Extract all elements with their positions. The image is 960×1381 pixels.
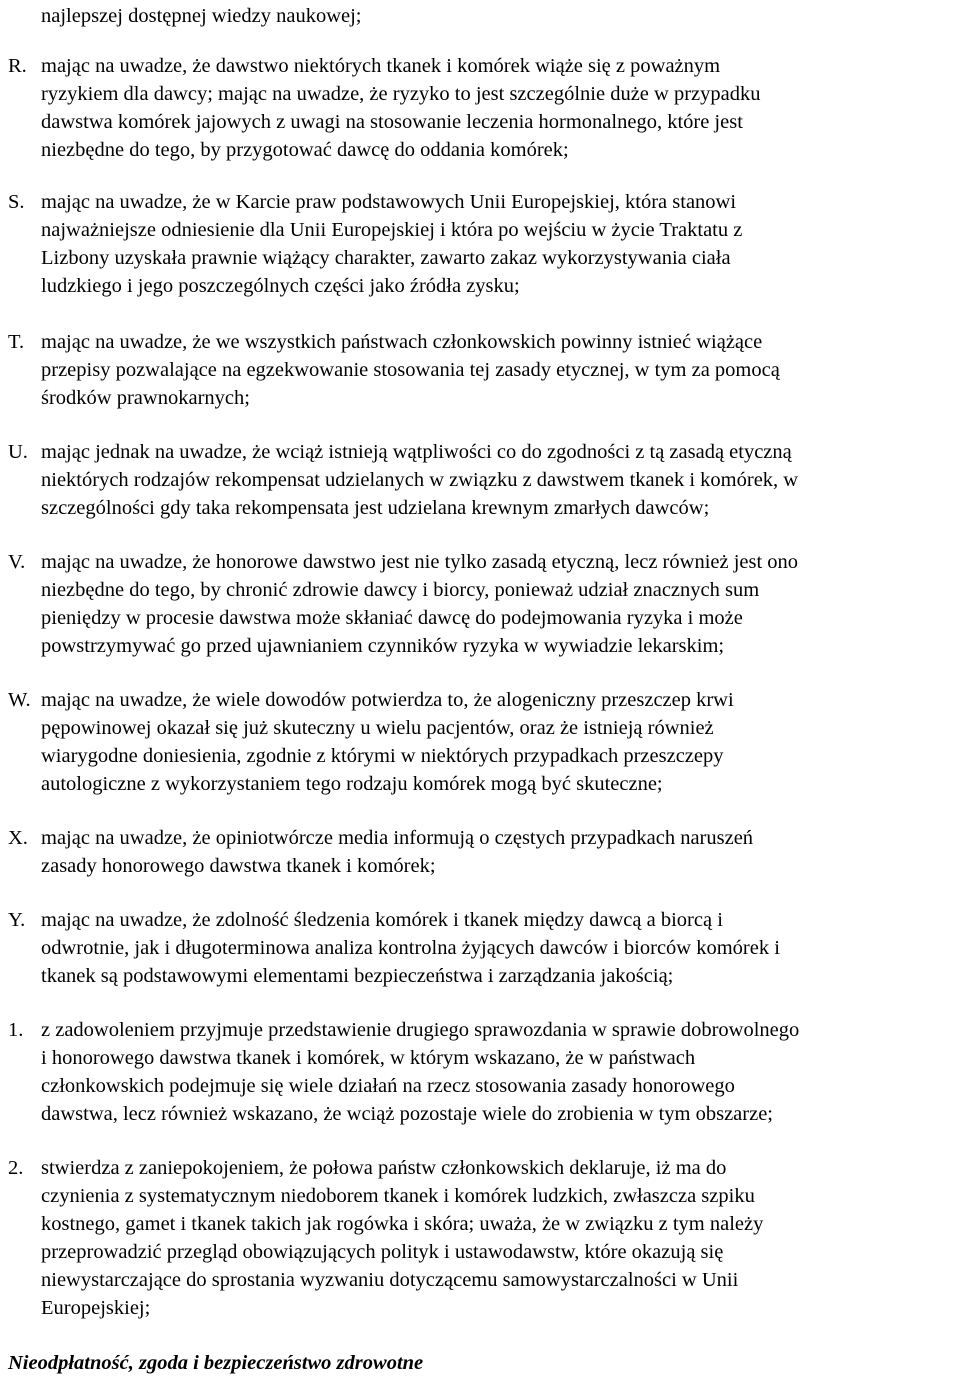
paragraph-text <box>41 52 959 164</box>
paragraph-line: przeprowadzić przegląd obowiązujących polityk i ustawodawstw, które okazują się <box>41 1241 724 1263</box>
paragraph-line: mając jednak na uwadze, że wciąż istnieją wątpliwości co do zgodności z tą zasadą etyczną <box>41 441 792 463</box>
paragraph-item <box>0 686 960 798</box>
paragraph-marker: X. <box>8 827 28 849</box>
paragraph-line: Lizbony uzyskała prawnie wiążący charakter, zawarto zakaz wykorzystywania ciała <box>41 247 731 269</box>
paragraph-marker: Y. <box>8 909 26 931</box>
section-heading: Nieodpłatność, zgoda i bezpieczeństwo zdrowotne <box>8 1352 424 1374</box>
paragraph-text <box>41 438 959 522</box>
paragraph-marker: S. <box>8 191 25 213</box>
paragraph-line: niezbędne do tego, by przygotować dawcę do oddania komórek; <box>41 139 569 161</box>
paragraph-line: szczególności gdy taka rekompensata jest udzielana krewnym zmarłych dawców; <box>41 497 710 519</box>
paragraph-line: ryzykiem dla dawcy; mając na uwadze, że ryzyko to jest szczególnie duże w przypadku <box>41 83 761 105</box>
paragraph-marker: 2. <box>8 1157 24 1179</box>
paragraph-line: ludzkiego i jego poszczególnych części jako źródła zysku; <box>41 275 520 297</box>
paragraph-marker: R. <box>8 55 27 77</box>
paragraph-text <box>41 1016 959 1128</box>
paragraph-line: dawstwa komórek jajowych z uwagi na stosowanie leczenia hormonalnego, które jest <box>41 111 743 133</box>
paragraph-text <box>41 188 959 300</box>
paragraph-line: powstrzymywać go przed ujawnianiem czynników ryzyka w wywiadzie lekarskim; <box>41 635 725 657</box>
paragraph-line: czynienia z systematycznym niedoborem tkanek i komórek ludzkich, zwłaszcza szpiku <box>41 1185 755 1207</box>
paragraph-marker: V. <box>8 551 26 573</box>
paragraph-line: autologiczne z wykorzystaniem tego rodzaju komórek mogą być skuteczne; <box>41 773 663 795</box>
paragraph-text <box>41 906 959 990</box>
paragraph-line: członkowskich podejmuje się wiele działań na rzecz stosowania zasady honorowego <box>41 1075 735 1097</box>
paragraph-line: mając na uwadze, że w Karcie praw podstawowych Unii Europejskiej, która stanowi <box>41 191 737 213</box>
paragraph-marker: T. <box>8 331 25 353</box>
paragraph-item <box>0 1154 960 1322</box>
paragraph-marker: 1. <box>8 1019 24 1041</box>
paragraph-line: mając na uwadze, że zdolność śledzenia komórek i tkanek między dawcą a biorcą i <box>41 909 723 931</box>
paragraph-item <box>0 52 960 164</box>
paragraph-line: Europejskiej; <box>41 1297 151 1319</box>
paragraph-line: pępowinowej okazał się już skuteczny u wielu pacjentów, oraz że istnieją również <box>41 717 714 739</box>
paragraph-line: wiarygodne doniesienia, zgodnie z którymi w niektórych przypadkach przeszczepy <box>41 745 724 767</box>
paragraph-line: niektórych rodzajów rekompensat udzielanych w związku z dawstwem tkanek i komórek, w <box>41 469 799 491</box>
paragraph-line: pieniędzy w procesie dawstwa może skłaniać dawcę do podejmowania ryzyka i może <box>41 607 743 629</box>
paragraph-item <box>0 824 960 880</box>
paragraph-line: zasady honorowego dawstwa tkanek i komórek; <box>41 855 436 877</box>
paragraph-item <box>0 438 960 522</box>
paragraph-line: mając na uwadze, że honorowe dawstwo jest nie tylko zasadą etyczną, lecz również jest ono <box>41 551 799 573</box>
paragraph-line: mając na uwadze, że opiniotwórcze media informują o częstych przypadkach naruszeń <box>41 827 754 849</box>
paragraph-line: niewystarczające do sprostania wyzwaniu dotyczącemu samowystarczalności w Unii <box>41 1269 739 1291</box>
paragraph-marker: W. <box>8 689 31 711</box>
paragraph-line: mając na uwadze, że dawstwo niektórych tkanek i komórek wiąże się z poważnym <box>41 55 721 77</box>
paragraph-line: niezbędne do tego, by chronić zdrowie dawcy i biorcy, ponieważ udział znacznych sum <box>41 579 760 601</box>
paragraph-text <box>41 548 959 660</box>
paragraph-line: mając na uwadze, że we wszystkich państwach członkowskich powinny istnieć wiążące <box>41 331 763 353</box>
paragraph-line: kostnego, gamet i tkanek takich jak rogówka i skóra; uważa, że w związku z tym należy <box>41 1213 764 1235</box>
paragraph-line: najważniejsze odniesienie dla Unii Europejskiej i która po wejściu w życie Traktatu z <box>41 219 743 241</box>
paragraph-line: mając na uwadze, że wiele dowodów potwierdza to, że alogeniczny przeszczep krwi <box>41 689 734 711</box>
paragraph-line: środków prawnokarnych; <box>41 387 250 409</box>
paragraph-item <box>0 328 960 412</box>
paragraph-text <box>41 1154 959 1322</box>
paragraph-line: stwierdza z zaniepokojeniem, że połowa państw członkowskich deklaruje, iż ma do <box>41 1157 727 1179</box>
paragraph-line: z zadowoleniem przyjmuje przedstawienie drugiego sprawozdania w sprawie dobrowolnego <box>41 1019 800 1041</box>
paragraph-line: dawstwa, lecz również wskazano, że wciąż pozostaje wiele do zrobienia w tym obszarze; <box>41 1103 773 1125</box>
paragraph-line: i honorowego dawstwa tkanek i komórek, w którym wskazano, że w państwach <box>41 1047 696 1069</box>
paragraph-item <box>0 188 960 300</box>
paragraph-text <box>41 824 959 880</box>
intro-line: najlepszej dostępnej wiedzy naukowej; <box>41 5 362 27</box>
paragraph-line: przepisy pozwalające na egzekwowanie stosowania tej zasady etycznej, w tym za pomocą <box>41 359 780 381</box>
paragraph-text <box>41 328 959 412</box>
paragraph-line: odwrotnie, jak i długoterminowa analiza kontrolna żyjących dawców i biorców komórek i <box>41 937 780 959</box>
paragraph-item <box>0 1016 960 1128</box>
paragraph-text <box>41 686 959 798</box>
paragraph-item <box>0 548 960 660</box>
paragraph-marker: U. <box>8 441 28 463</box>
paragraph-item <box>0 906 960 990</box>
paragraph-line: tkanek są podstawowymi elementami bezpieczeństwa i zarządzania jakością; <box>41 965 674 987</box>
